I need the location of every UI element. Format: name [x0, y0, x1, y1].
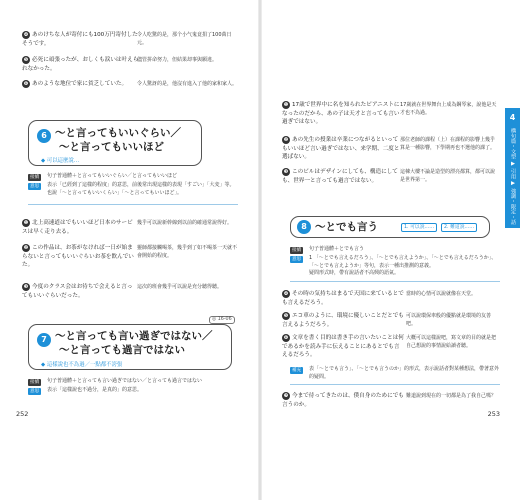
connection-tag: 接續 — [30, 175, 40, 180]
translation: 令人驚訝的是，他沒有進入了他的家和家人。 — [137, 81, 238, 87]
divider — [290, 384, 500, 385]
usage-tag: 意思 — [30, 389, 40, 394]
pattern-meaning: ◆ 這樣說也不為過／一點都不誇張 — [41, 362, 123, 368]
connection-text: 句子普通體＋と言っても言い過ぎではない／と言っても過言ではない — [47, 378, 203, 384]
example-item — [22, 244, 134, 270]
example-number: ❷ — [283, 137, 289, 143]
chapter-label: 構句篇・文型 ▶ 引用 ▶ 強調・限定・話題 — [495, 128, 516, 225]
connection-tag: 接續 — [30, 380, 40, 385]
example-item — [22, 219, 134, 236]
pattern-box-6 — [28, 120, 202, 166]
example-item — [22, 283, 134, 300]
translation: 當時的心情可以說就像在天堂。 — [406, 291, 477, 297]
translation: 17歲就在世界舞台上成為鋼琴家，說他是天才也不為過。 — [400, 102, 497, 116]
example-item — [282, 392, 404, 409]
example-item — [282, 312, 404, 329]
divider — [290, 281, 500, 282]
example-text: このビルはデザインにしても、構造にしても、世界一と言っても過言ではない。 — [282, 169, 398, 184]
example-text: 今度のクラス会はお待ちで会えると言ってもいいぐらいだった。 — [22, 284, 133, 299]
example-item — [22, 56, 140, 73]
connection-text: 句子普通體＋とでも言う — [309, 246, 365, 252]
example-number: ❸ — [23, 284, 29, 290]
pattern-meaning: ◆ 可以這麼說… — [41, 158, 80, 164]
translation: 這棟大樓不論是造型的漂亮都算，都可以說是世界第一。 — [400, 169, 496, 183]
right-page — [260, 0, 520, 500]
example-number: ❶ — [283, 102, 289, 108]
page-number: 252 — [16, 410, 29, 418]
chapter-side-tab — [495, 108, 520, 228]
usage-tag: 意思 — [292, 257, 302, 262]
example-number: ❺ — [283, 313, 289, 319]
meaning-option-2: 2. 難道說…… — [441, 223, 477, 232]
example-item — [22, 31, 140, 48]
connection-tag: 接續 — [292, 248, 302, 253]
translation: 難道說到現在的一切都是為了我自己嗎？ — [406, 393, 497, 399]
example-number: ❻ — [23, 81, 29, 87]
example-item — [282, 101, 400, 127]
example-text: 北上高速道はでもいいほど日本のサービスは早く走り去る。 — [22, 220, 133, 235]
translation: 可以說環保車般的優點就是環境的友善吧。 — [406, 313, 492, 327]
example-item — [282, 136, 400, 162]
example-item — [282, 290, 404, 307]
example-text: エコ車のように、環境に優しいことだとでも言えるようだろう。 — [282, 313, 404, 328]
meaning-option-1: 1. 可以說…… — [401, 223, 437, 232]
usage-text-2: 疑問形式時，帶有說話者不高興的語氣。 — [309, 270, 400, 276]
pattern-title: ～と言ってもいいほど — [59, 141, 164, 153]
pattern-box-7 — [28, 324, 232, 370]
divider — [28, 204, 238, 205]
example-text: あのような地位で家に貧乏していた。 — [32, 81, 128, 87]
example-number: ❷ — [23, 245, 29, 251]
example-text: あの先生の授業は卒業につながるといってもいいほど言い過ぎではない、来学期、二度と選ばない。 — [282, 137, 400, 161]
note-text: 表「～とでも言う」、「～とでも言うのか」的形式，表示說話者對某種想法，帶著意外的疑問。 — [309, 366, 500, 380]
example-text: 今まで待ってきたのは、僕自身のためにでも言うのか。 — [282, 393, 404, 408]
example-number: ❼ — [283, 393, 289, 399]
pattern-title: ～とでも言う — [315, 221, 378, 233]
example-item — [282, 334, 404, 360]
chapter-number: 4 — [509, 113, 516, 122]
translation: 大概可以這樣說吧，寫文章的目的就是把自己想說的事情說給讀者聽。 — [406, 335, 497, 349]
translation: 這次的班會幾乎可以說是充分聽得聽。 — [137, 284, 223, 290]
example-text: その時の気持ちはまるで天国に来ているとでも言えるだろう。 — [282, 291, 404, 306]
pattern-box-8 — [290, 216, 490, 238]
page-number: 253 — [487, 410, 500, 418]
example-text: この作品は、お茶がなければ一日が始まらないと言ってもいいぐらいお茶を飲んでいた。 — [22, 245, 134, 269]
note-tag: 補充 — [292, 368, 302, 373]
usage-text: 表示「已經到了這樣的程度」的意思，前後常出現這樣的表現「すごい」「大変」等。也說「～と言ってもいいくらい」「～と言ってもいいほど」。 — [47, 182, 235, 196]
example-number: ❸ — [283, 169, 289, 175]
pattern-title: ～と言ってもいいぐらい／ — [55, 127, 181, 139]
example-number: ❹ — [23, 32, 29, 38]
example-item — [22, 80, 140, 89]
usage-tag: 意思 — [30, 184, 40, 189]
translation: 幾乎可以說新幹線到以前的確通常說得好。 — [137, 220, 233, 226]
usage-text-1: 1 「～とでも言えるだろう」、「～とでも言えようか」、「～とでも言えるだろうか」、「～とでも言えようか」等句，表示一種出推測的意義。 — [309, 255, 497, 269]
pattern-title: ～と言っても過言ではない — [59, 344, 185, 356]
pattern-number-badge: 8 — [297, 220, 311, 234]
pattern-number-badge: 6 — [37, 129, 51, 143]
translation: 那位老師的課程（上）在課程的影響上幾乎算是一種影響，下學期再也不選他的課了。 — [400, 137, 496, 151]
translation: 令人吃驚的是，那个小气鬼竟捐了100萬日元。 — [137, 32, 232, 46]
example-text: 文章を書く目的は書き手の言いたいことは何であるかを読み手に伝えることにあるとでも言えるだろう。 — [282, 335, 404, 359]
translation: 儘管拼命努力，但結果却事與願違。 — [137, 57, 218, 63]
example-text: あのけちな人が寄付にも100万円寄付したそうです。 — [22, 32, 138, 47]
example-item — [282, 168, 400, 185]
example-text: 必死に頑張ったが、おしくも涙いは叶えられなかった。 — [22, 57, 139, 72]
translation: 靈師都接觸喝茶，幾乎到了如不喝茶一天就不會開始的程度。 — [137, 245, 238, 259]
example-text: 17歳で世界中に名を知られたピアニストになったのだから、あの子は天才と言っても言い過ぎではない。 — [282, 102, 400, 126]
usage-text: 表示「這樣說也不過分，是真的」的意思。 — [47, 387, 143, 393]
pattern-number-badge: 7 — [37, 333, 51, 347]
example-number: ❹ — [283, 291, 289, 297]
pattern-title: ～と言っても言い過ぎではない／ — [55, 330, 213, 342]
audio-track-label: ◎ 16-06 — [209, 316, 235, 324]
example-number: ❺ — [23, 57, 29, 63]
example-number: ❻ — [283, 335, 289, 341]
example-number: ❶ — [23, 220, 29, 226]
connection-text: 句子普通體＋と言ってもいいぐらい／と言ってもいいほど — [47, 173, 178, 179]
